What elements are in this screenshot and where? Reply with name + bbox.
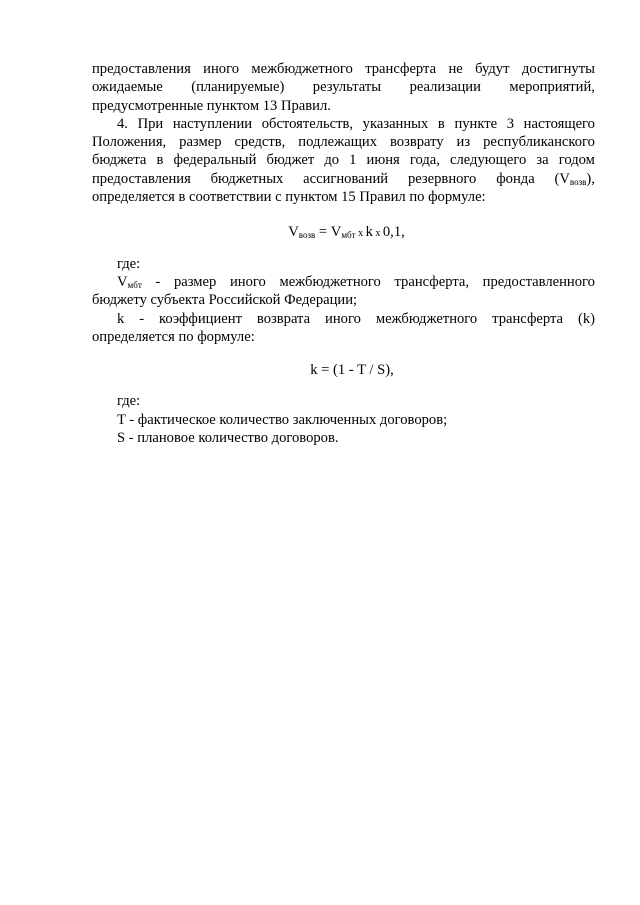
word: годом [558,152,595,169]
p2-l4-vvozv: $(V_{возв})$, [554,170,595,187]
word: иного [325,310,361,327]
word: будут [475,61,510,77]
word: средств, [234,134,286,151]
word: июня [366,152,400,169]
word: следующего [449,152,527,169]
where-label-2: где: [117,393,141,410]
def-s: S - плановое количество договоров. [117,430,339,447]
word: размер [179,134,222,151]
formula-k: k = (1 - T / S), [310,362,394,379]
p1-line-1 [92,60,595,78]
p2-line-4 [92,170,595,188]
word: межбюджетного [251,61,353,77]
def-t: T - фактическое количество заключенных договоров; [117,411,448,428]
word: - [139,310,145,327]
word: (планируемые) [191,79,285,96]
p2-line-3 [92,151,595,169]
word: (k) [577,310,595,327]
p2-line-5: определяется в соответствии с пунктом 15 Правил по формуле: [92,189,486,206]
word: бюджета [92,152,147,169]
p2-line-1 [92,115,595,133]
p1-line-2 [92,78,595,96]
word: наступлении [172,115,253,132]
formula-vvozv: $V_{возв} = V_{мбт}$ х k х 0,1, [288,224,405,241]
word: трансферта [365,61,437,77]
word: k [117,310,125,327]
def-vmbt-line-2: бюджету субъекта Российской Федерации; [92,292,358,309]
word: межбюджетного [375,310,478,327]
word: настоящего [523,115,595,132]
p2-l4-word: резервного [407,170,477,187]
word: 4. [117,115,128,132]
word: обстоятельств, [261,115,354,132]
word: Положения, [92,134,167,151]
word: предоставления [92,61,191,77]
p2-line-2 [92,133,595,151]
word: в [437,115,445,132]
def-k-line-2: определяется по формуле: [92,328,255,345]
p1-line-3: предусмотренные пунктом 13 Правил. [92,97,331,114]
p2-l4-word: бюджетных [210,170,284,187]
word: подлежащих [298,134,378,151]
word: достигнуты [521,61,595,77]
p2-l4-word: ассигнований [303,170,389,187]
word: трансферта [492,310,564,327]
word: бюджет [266,152,315,169]
where-label-1: где: [117,255,141,272]
word: не [448,61,463,77]
word: иного [203,61,240,77]
word: 3 [506,115,515,132]
word: пункте [454,115,498,132]
def-k-line-1 [92,310,595,328]
document-page [92,60,595,447]
word: республиканского [483,134,595,151]
word: При [137,115,164,132]
def-vmbt-line-1: $V_{мбт}$ - размер иного межбюджетного трансферта, предоставленного [117,273,595,290]
word: федеральный [173,152,257,169]
word: возврата [256,310,311,327]
p2-l4-word: предоставления [92,170,191,187]
word: реализации [409,79,481,96]
word: в [156,152,164,169]
word: года, [409,152,440,169]
word: мероприятий, [509,79,595,96]
def-vmbt-symbol: $V_{мбт}$ [117,273,142,290]
word: за [536,152,549,169]
word: коэффициент [159,310,242,327]
word: указанных [362,115,429,132]
word: результаты [312,79,382,96]
word: до [324,152,340,169]
word: возврату [389,134,444,151]
p2-l4-word: фонда [496,170,535,187]
word: ожидаемые [92,79,163,96]
word: из [456,134,471,151]
word: 1 [349,152,357,169]
